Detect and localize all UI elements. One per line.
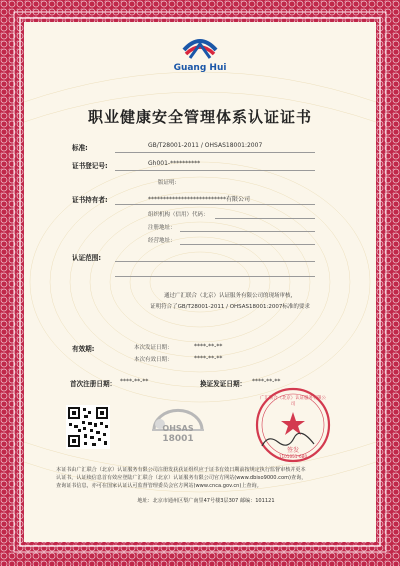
- footer-address: 地址：北京市通州区梨广南里47号楼3层307 邮编：101121: [137, 498, 275, 504]
- holder-underline: [115, 204, 315, 205]
- first-registration-value: ****-**-**: [120, 378, 149, 385]
- qr-code[interactable]: [66, 405, 110, 449]
- statement-line-1: 通过广汇联合（北京）认证服务有限公司的现场审核，: [163, 293, 296, 299]
- footer-line-3: 查询证书信息，亦可在国家认证认可监督管理委员会官方网站(www.cnca.gov.cn)上查询。: [56, 483, 262, 489]
- org-code-label: 组织机构（信用）代码：: [148, 212, 209, 218]
- registered-address-label: 注册地址：: [148, 225, 176, 231]
- validity-label: 有效期:: [72, 345, 95, 353]
- valid-until-label: 本次有效日期：: [134, 357, 173, 363]
- standard-label: 标准:: [72, 144, 88, 152]
- logo-text: Guang Hui: [173, 63, 227, 73]
- valid-until-value: ****-**-**: [194, 355, 223, 362]
- seal-sub: 签发: [286, 447, 299, 454]
- registration-number-label: 证书登记号:: [72, 162, 108, 170]
- first-registration-label: 首次注册日期：: [70, 380, 117, 388]
- guilloche-background: [24, 22, 376, 542]
- scope-underline-1: [115, 261, 315, 262]
- issue-date-label: 本次发证日期：: [134, 345, 173, 351]
- seal-text: 广汇联合（北京）认证服务有限公司: [260, 396, 326, 407]
- renewal-date-value: ****-**-**: [252, 378, 281, 385]
- certificate-paper: [24, 22, 376, 542]
- statement-line-2: 证明符合了GB/T28001-2011 / OHSAS18001:2007标准的要求: [150, 304, 310, 310]
- standard-value: GB/T28001-2011 / OHSAS18001:2007: [148, 142, 263, 149]
- standard-underline: [115, 152, 315, 153]
- guang-hui-logo-mark: [180, 36, 220, 64]
- seal-code: 1101051-6B0: [278, 454, 308, 459]
- registration-underline: [115, 170, 315, 171]
- footer-line-1: 本证书由广汇联合（北京）认证服务有限公司注册发获获证组织应于证书有效日期前按规定执行监督审核并更本: [56, 467, 306, 473]
- renewal-date-label: 换证发证日期：: [200, 380, 247, 388]
- operating-address-label: 经营地址：: [148, 238, 176, 244]
- scope-underline-2: [115, 276, 315, 277]
- holder-value: **************************有限公司: [148, 196, 251, 203]
- ohsas-number: 18001: [162, 434, 194, 444]
- org-code-underline: [215, 218, 315, 219]
- footer-line-2: 认证书，认证续信息首有效应登陆广汇联合（北京）认证服务有限公司官方网站(www.dbiso9000.com)查询，: [56, 475, 307, 481]
- certificate-title: 职业健康安全管理体系认证证书: [87, 108, 312, 126]
- issue-date-value: ****-**-**: [194, 343, 223, 350]
- holder-label: 证书持有者:: [72, 196, 108, 204]
- registered-address-underline: [180, 231, 315, 232]
- version-label: 版证明:: [158, 180, 177, 186]
- ohsas-text: OHSAS: [162, 424, 194, 433]
- registration-number-value: Gh001-**********: [148, 160, 201, 167]
- scope-label: 认证范围:: [72, 254, 102, 262]
- operating-address-underline: [180, 244, 315, 245]
